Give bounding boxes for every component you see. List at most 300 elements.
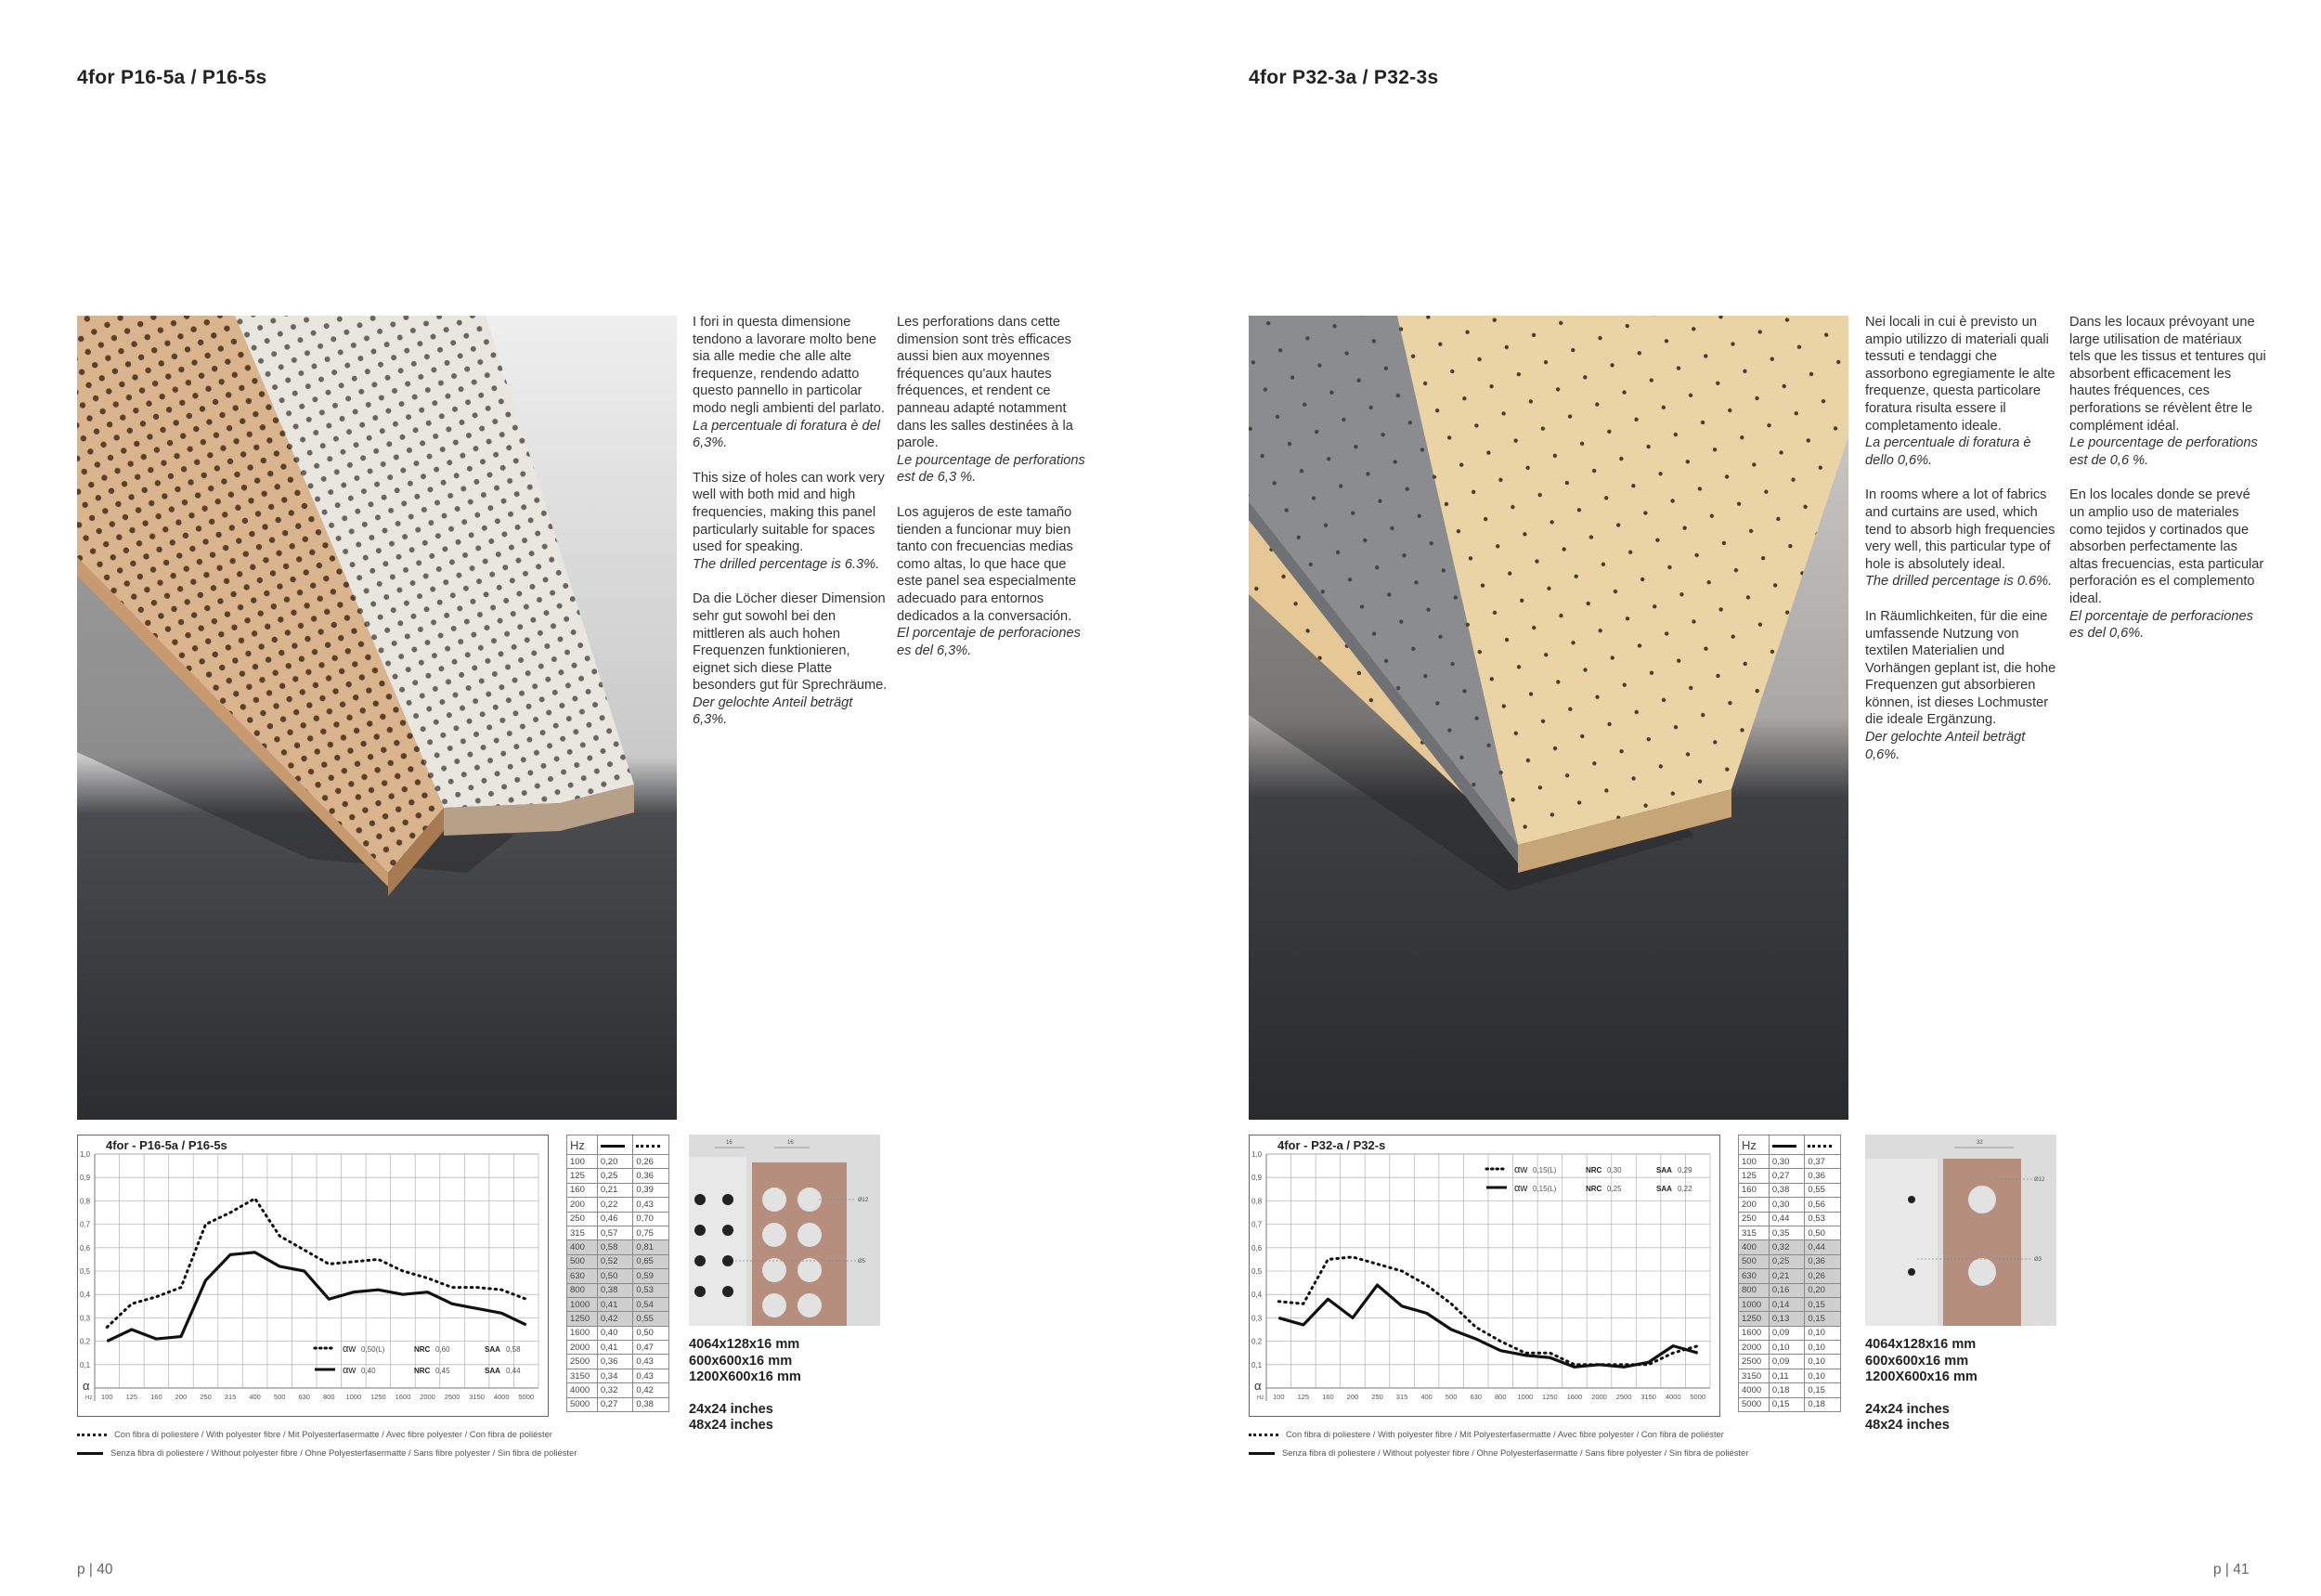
table-cell-with-fibre: 0,15 xyxy=(1805,1297,1841,1311)
y-tick-label: 0,9 xyxy=(1251,1174,1263,1183)
table-cell-frequency: 1250 xyxy=(1739,1312,1770,1326)
table-cell-frequency: 250 xyxy=(1739,1212,1770,1226)
x-tick-label: 630 xyxy=(1470,1393,1482,1401)
table-row xyxy=(1739,1341,1841,1355)
table-cell-frequency: 800 xyxy=(567,1283,598,1297)
table-cell-without-fibre: 0,52 xyxy=(597,1254,633,1268)
dimension-7: 600x600x16 mm xyxy=(1865,1353,1969,1369)
y-tick-label: 0,8 xyxy=(80,1197,91,1206)
dimension-1: 4064x128x16 mm xyxy=(689,1337,800,1352)
paragraph-en-2: In rooms where a lot of fabrics and curtains are used, which tend to absorb high frequencies very well, this particular type of hole is absolutely ideal. xyxy=(1865,487,2055,572)
nrc-value: 0,25 xyxy=(1607,1185,1622,1193)
text-column-left-2 xyxy=(897,314,1094,677)
table-cell-with-fibre: 0,15 xyxy=(1805,1383,1841,1397)
x-axis-label: Hz xyxy=(85,1395,93,1401)
table-cell-with-fibre: 0,81 xyxy=(633,1240,669,1254)
nrc-label: NRC xyxy=(1586,1185,1602,1193)
x-tick-label: 400 xyxy=(1420,1393,1433,1401)
x-tick-label: 3150 xyxy=(1640,1393,1656,1401)
x-tick-label: 800 xyxy=(1495,1393,1507,1401)
pattern-spacing-2: 16 xyxy=(787,1140,794,1146)
y-tick-label: 0,3 xyxy=(80,1314,91,1323)
x-tick-label: 315 xyxy=(224,1393,237,1401)
hole-pattern-left xyxy=(689,1135,880,1326)
dimension-2: 600x600x16 mm xyxy=(689,1353,793,1369)
y-tick-label: 0,7 xyxy=(1251,1220,1263,1229)
dimension-10: 48x24 inches xyxy=(1865,1418,1950,1434)
table-row xyxy=(1739,1369,1841,1382)
x-tick-label: 100 xyxy=(1273,1393,1285,1401)
pattern-diameter-2: Ø5 xyxy=(858,1259,866,1265)
page-number-left: p | 40 xyxy=(77,1562,113,1577)
x-tick-label: 400 xyxy=(249,1393,261,1401)
table-cell-without-fibre: 0,25 xyxy=(597,1169,633,1183)
y-tick-label: 0,5 xyxy=(1251,1267,1263,1276)
x-tick-label: 315 xyxy=(1395,1393,1408,1401)
legend-with-fibre: Con fibra di poliestere / With polyester fibre / Mit Polyesterfasermatte / Avec fibre polyester / Con fibra de poliéster xyxy=(114,1429,552,1439)
table-cell-with-fibre: 0,75 xyxy=(633,1226,669,1239)
table-cell-without-fibre: 0,20 xyxy=(597,1155,633,1169)
table-cell-with-fibre: 0,55 xyxy=(633,1312,669,1326)
x-tick-label: 4000 xyxy=(493,1393,510,1401)
table-cell-without-fibre: 0,42 xyxy=(597,1312,633,1326)
y-tick-label: 0,6 xyxy=(80,1243,91,1252)
table-row xyxy=(567,1326,669,1340)
chart-title: 4for - P16-5a / P16-5s xyxy=(106,1138,227,1152)
table-cell-with-fibre: 0,37 xyxy=(1805,1155,1841,1169)
table-cell-without-fibre: 0,27 xyxy=(597,1397,633,1411)
table-cell-with-fibre: 0,50 xyxy=(633,1326,669,1340)
text-column-right-2 xyxy=(2069,314,2266,660)
table-row xyxy=(1739,1183,1841,1197)
x-tick-label: 800 xyxy=(323,1393,335,1401)
legend-without-fibre-2: Senza fibra di poliestere / Without polyester fibre / Ohne Polyesterfasermatte / Sans fibre polyester / Sin fibra de poliéster xyxy=(1282,1447,1749,1458)
table-cell-with-fibre: 0,42 xyxy=(633,1383,669,1397)
x-tick-label: 250 xyxy=(200,1393,212,1401)
table-cell-with-fibre: 0,20 xyxy=(1805,1283,1841,1297)
table-row xyxy=(1739,1226,1841,1239)
dimension-9: 24x24 inches xyxy=(1865,1401,1950,1417)
y-axis-label: α xyxy=(83,1379,90,1393)
table-cell-frequency: 1250 xyxy=(567,1312,598,1326)
alpha-w-value: 0,15(L) xyxy=(1533,1185,1557,1193)
paragraph-it-note: La percentuale di foratura è del 6,3%. xyxy=(693,418,881,451)
table-row xyxy=(567,1397,669,1411)
table-cell-without-fibre: 0,11 xyxy=(1769,1369,1805,1382)
alpha-w-label: αw xyxy=(1514,1164,1528,1175)
table-cell-with-fibre: 0,56 xyxy=(1805,1198,1841,1212)
y-tick-label: 0,8 xyxy=(1251,1197,1263,1206)
page-title-left: 4for P16-5a / P16-5s xyxy=(77,67,267,88)
table-row xyxy=(1739,1326,1841,1340)
saa-value: 0,58 xyxy=(506,1345,521,1354)
table-cell-without-fibre: 0,27 xyxy=(1769,1169,1805,1183)
saa-value: 0,22 xyxy=(1678,1185,1692,1193)
dimensions-right xyxy=(1865,1337,1977,1434)
x-tick-label: 1250 xyxy=(1542,1393,1558,1401)
table-row xyxy=(1739,1254,1841,1268)
x-tick-label: 250 xyxy=(1371,1393,1383,1401)
saa-label: SAA xyxy=(485,1367,500,1375)
alpha-w-label: αw xyxy=(343,1343,357,1355)
table-cell-frequency: 4000 xyxy=(1739,1383,1770,1397)
y-tick-label: 0,7 xyxy=(80,1220,91,1229)
nrc-label: NRC xyxy=(414,1345,431,1354)
table-cell-with-fibre: 0,26 xyxy=(633,1155,669,1169)
table-cell-frequency: 200 xyxy=(567,1198,598,1212)
table-cell-frequency: 2000 xyxy=(567,1341,598,1355)
table-cell-frequency: 125 xyxy=(1739,1169,1770,1183)
chart-legend-right xyxy=(1249,1425,1748,1462)
table-cell-frequency: 2000 xyxy=(1739,1341,1770,1355)
table-cell-frequency: 1600 xyxy=(1739,1326,1770,1340)
y-tick-label: 0,1 xyxy=(1251,1360,1263,1369)
y-tick-label: 0,2 xyxy=(80,1337,91,1346)
hole-pattern-diagram-left xyxy=(689,1135,880,1326)
solid-line-icon xyxy=(77,1452,103,1455)
table-cell-without-fibre: 0,14 xyxy=(1769,1297,1805,1311)
alpha-w-value: 0,50(L) xyxy=(361,1345,385,1354)
table-row xyxy=(1739,1297,1841,1311)
table-cell-frequency: 500 xyxy=(567,1254,598,1268)
table-cell-with-fibre: 0,36 xyxy=(633,1169,669,1183)
paragraph-es-note: El porcentaje de perforaciones es del 6,3%. xyxy=(897,626,1081,658)
hole-pattern-right xyxy=(1865,1135,2056,1326)
saa-value: 0,44 xyxy=(506,1367,521,1375)
table-row xyxy=(567,1297,669,1311)
table-row xyxy=(1739,1355,1841,1369)
table-cell-without-fibre: 0,25 xyxy=(1769,1254,1805,1268)
chart-legend-left xyxy=(77,1425,577,1462)
table-row xyxy=(1739,1198,1841,1212)
table-cell-without-fibre: 0,32 xyxy=(597,1383,633,1397)
table-cell-with-fibre: 0,70 xyxy=(633,1212,669,1226)
table-cell-without-fibre: 0,58 xyxy=(597,1240,633,1254)
table-row xyxy=(567,1155,669,1169)
perforated-panels-image-2 xyxy=(1249,316,1848,1120)
text-column-right-1 xyxy=(1865,314,2062,781)
paragraph-fr: Les perforations dans cette dimension sont très efficaces aussi bien aux moyennes fréquences qu'aux hautes fréquences, et rendent ce panneau adapté notamment dans les salles destinées à la parole. xyxy=(897,315,1073,451)
x-tick-label: 2500 xyxy=(1615,1393,1632,1401)
nrc-label: NRC xyxy=(414,1367,431,1375)
table-cell-with-fibre: 0,10 xyxy=(1805,1369,1841,1382)
table-row xyxy=(1739,1283,1841,1297)
y-tick-label: 0,4 xyxy=(1251,1291,1263,1300)
paragraph-es: Los agujeros de este tamaño tienden a funcionar muy bien tanto con frecuencias medias como altas, lo que hace que este panel sea especialmente adecuado para entornos dedicados a la conversación. xyxy=(897,504,1077,624)
x-tick-label: 1000 xyxy=(1517,1393,1534,1401)
y-axis-label: α xyxy=(1254,1379,1262,1393)
table-row xyxy=(567,1341,669,1355)
paragraph-es-2: En los locales donde se prevé un amplio uso de materiales como tejidos y cortinados que absorben perfectamente las altas frecuencias, esta particular perforación es el complemento ideal. xyxy=(2069,487,2264,606)
table-cell-without-fibre: 0,44 xyxy=(1769,1212,1805,1226)
table-row xyxy=(567,1269,669,1283)
table-cell-with-fibre: 0,38 xyxy=(633,1397,669,1411)
nrc-label: NRC xyxy=(1586,1166,1602,1174)
table-cell-with-fibre: 0,39 xyxy=(633,1183,669,1197)
table-cell-with-fibre: 0,10 xyxy=(1805,1355,1841,1369)
table-cell-with-fibre: 0,43 xyxy=(633,1369,669,1382)
table-cell-with-fibre: 0,26 xyxy=(1805,1269,1841,1283)
legend-without-fibre: Senza fibra di poliestere / Without polyester fibre / Ohne Polyesterfasermatte / Sans fibre polyester / Sin fibra de poliéster xyxy=(110,1447,577,1458)
x-tick-label: 630 xyxy=(298,1393,310,1401)
x-tick-label: 5000 xyxy=(1690,1393,1706,1401)
table-cell-with-fibre: 0,47 xyxy=(633,1341,669,1355)
table-right-header-hz: Hz xyxy=(1739,1135,1770,1155)
paragraph-de-note: Der gelochte Anteil beträgt 6,3%. xyxy=(693,694,853,728)
paragraph-it-2: Nei locali in cui è previsto un ampio utilizzo di materiali quali tessuti e tendaggi che assorbono egregiamente le alte frequenze, questa particolare foratura risulta essere il completamento ideale. xyxy=(1865,315,2055,434)
table-cell-with-fibre: 0,36 xyxy=(1805,1254,1841,1268)
saa-label: SAA xyxy=(1656,1166,1672,1174)
table-cell-without-fibre: 0,38 xyxy=(1769,1183,1805,1197)
x-tick-label: 1000 xyxy=(345,1393,362,1401)
y-tick-label: 0,4 xyxy=(80,1291,91,1300)
alpha-w-label: αw xyxy=(343,1365,357,1376)
table-cell-with-fibre: 0,36 xyxy=(1805,1169,1841,1183)
saa-label: SAA xyxy=(485,1345,500,1354)
text-column-left-1 xyxy=(693,314,889,746)
table-cell-with-fibre: 0,55 xyxy=(1805,1183,1841,1197)
solid-line-icon xyxy=(597,1135,633,1155)
table-cell-without-fibre: 0,57 xyxy=(597,1226,633,1239)
x-tick-label: 500 xyxy=(1445,1393,1458,1401)
table-cell-frequency: 630 xyxy=(567,1269,598,1283)
dimension-5: 48x24 inches xyxy=(689,1418,773,1434)
table-cell-frequency: 400 xyxy=(1739,1240,1770,1254)
table-row xyxy=(567,1198,669,1212)
x-tick-label: 3150 xyxy=(469,1393,485,1401)
page-title-right: 4for P32-3a / P32-3s xyxy=(1249,67,1439,88)
paragraph-fr-2: Dans les locaux prévoyant une large utilisation de matériaux tels que les tissus et tentures qui absorbent efficacement les hautes fréquences, ces perforations se révèlent être le complément idéal. xyxy=(2069,315,2266,434)
y-tick-label: 0,3 xyxy=(1251,1314,1263,1323)
table-row xyxy=(1739,1155,1841,1169)
dotted-line-icon xyxy=(1805,1135,1841,1155)
x-tick-label: 5000 xyxy=(518,1393,535,1401)
x-tick-label: 160 xyxy=(1322,1393,1334,1401)
table-cell-frequency: 5000 xyxy=(567,1397,598,1411)
paragraph-de-2: In Räumlichkeiten, für die eine umfassende Nutzung von textilen Materialien und Vorhängen geplant ist, die hohe Frequenzen gut absorbieren können, ist dieses Lochmuster die ideale Ergänzung. xyxy=(1865,608,2056,728)
dimension-3: 1200X600x16 mm xyxy=(689,1369,801,1385)
paragraph-es-note-2: El porcentaje de perforaciones es del 0,6%. xyxy=(2069,608,2253,642)
table-cell-without-fibre: 0,38 xyxy=(597,1283,633,1297)
table-row xyxy=(567,1254,669,1268)
table-cell-frequency: 1600 xyxy=(567,1326,598,1340)
dotted-line-icon xyxy=(77,1434,107,1436)
y-tick-label: 0,6 xyxy=(1251,1243,1263,1252)
table-row xyxy=(567,1240,669,1254)
table-cell-without-fibre: 0,15 xyxy=(1769,1397,1805,1411)
paragraph-fr-note-2: Le pourcentage de perforations est de 0,6 %. xyxy=(2069,435,2258,468)
table-cell-without-fibre: 0,41 xyxy=(597,1297,633,1311)
table-cell-without-fibre: 0,22 xyxy=(597,1198,633,1212)
table-cell-frequency: 200 xyxy=(1739,1198,1770,1212)
table-cell-frequency: 3150 xyxy=(567,1369,598,1382)
table-cell-with-fibre: 0,65 xyxy=(633,1254,669,1268)
table-cell-frequency: 250 xyxy=(567,1212,598,1226)
table-cell-frequency: 1000 xyxy=(567,1297,598,1311)
table-row xyxy=(1739,1212,1841,1226)
table-cell-frequency: 5000 xyxy=(1739,1397,1770,1411)
paragraph-fr-note: Le pourcentage de perforations est de 6,3 %. xyxy=(897,452,1085,486)
alpha-w-value: 0,40 xyxy=(361,1367,376,1375)
alpha-w-value: 0,15(L) xyxy=(1533,1166,1557,1174)
table-cell-with-fibre: 0,10 xyxy=(1805,1326,1841,1340)
absorption-chart-left xyxy=(77,1135,549,1417)
table-row xyxy=(567,1355,669,1369)
table-cell-without-fibre: 0,21 xyxy=(597,1183,633,1197)
pattern-spacing-1: 16 xyxy=(726,1140,733,1146)
table-cell-frequency: 4000 xyxy=(567,1383,598,1397)
y-tick-label: 1,0 xyxy=(1251,1150,1263,1159)
chart-svg-left xyxy=(78,1135,548,1416)
nrc-value: 0,45 xyxy=(435,1367,450,1375)
paragraph-de-note-2: Der gelochte Anteil beträgt 0,6%. xyxy=(1865,730,2026,762)
table-cell-with-fibre: 0,54 xyxy=(633,1297,669,1311)
nrc-value: 0,60 xyxy=(435,1345,450,1354)
table-row xyxy=(567,1169,669,1183)
y-tick-label: 0,5 xyxy=(80,1267,91,1276)
legend-with-fibre-2: Con fibra di poliestere / With polyester fibre / Mit Polyesterfasermatte / Avec fibre polyester / Con fibra de poliéster xyxy=(1286,1429,1724,1439)
dimension-6: 4064x128x16 mm xyxy=(1865,1337,1977,1352)
table-row xyxy=(1739,1169,1841,1183)
y-tick-label: 1,0 xyxy=(80,1150,91,1159)
page-number-right: p | 41 xyxy=(2213,1562,2250,1577)
x-tick-label: 100 xyxy=(101,1393,113,1401)
alpha-w-label: αw xyxy=(1514,1183,1528,1194)
paragraph-en-note-2: The drilled percentage is 0.6%. xyxy=(1865,574,2053,590)
table-cell-with-fibre: 0,59 xyxy=(633,1269,669,1283)
table-cell-without-fibre: 0,09 xyxy=(1769,1326,1805,1340)
table-cell-frequency: 1000 xyxy=(1739,1297,1770,1311)
table-cell-frequency: 500 xyxy=(1739,1254,1770,1268)
table-cell-without-fibre: 0,13 xyxy=(1769,1312,1805,1326)
solid-line-icon xyxy=(1769,1135,1805,1155)
table-row xyxy=(567,1212,669,1226)
table-row xyxy=(567,1369,669,1382)
table-cell-with-fibre: 0,18 xyxy=(1805,1397,1841,1411)
table-cell-without-fibre: 0,34 xyxy=(597,1369,633,1382)
table-cell-frequency: 3150 xyxy=(1739,1369,1770,1382)
solid-line-icon xyxy=(1249,1452,1275,1455)
paragraph-it: I fori in questa dimensione tendono a lavorare molto bene sia alle medie che alle alte frequenze, rendendo adatto questo pannello in particolar modo negli ambienti del parlato. xyxy=(693,315,885,416)
table-cell-frequency: 315 xyxy=(1739,1226,1770,1239)
paragraph-en-note: The drilled percentage is 6.3%. xyxy=(693,556,880,572)
table-row xyxy=(567,1226,669,1239)
product-photo-left xyxy=(77,316,677,1120)
table-cell-frequency: 800 xyxy=(1739,1283,1770,1297)
x-axis-label: Hz xyxy=(1257,1395,1264,1401)
table-cell-without-fibre: 0,10 xyxy=(1769,1341,1805,1355)
paragraph-it-note-2: La percentuale di foratura è dello 0,6%. xyxy=(1865,435,2031,468)
table-cell-frequency: 100 xyxy=(567,1155,598,1169)
table-cell-without-fibre: 0,16 xyxy=(1769,1283,1805,1297)
product-photo-right xyxy=(1249,316,1848,1120)
absorption-table-right xyxy=(1738,1135,1841,1412)
x-tick-label: 125 xyxy=(125,1393,138,1401)
table-row xyxy=(567,1183,669,1197)
paragraph-de: Da die Löcher dieser Dimension sehr gut sowohl bei den mittleren als auch hohen Frequenzen funktionieren, eignet sich diese Platte besonders gut für Sprechräume. xyxy=(693,591,888,694)
saa-label: SAA xyxy=(1656,1185,1672,1193)
pattern-diameter-1: Ø12 xyxy=(858,1198,869,1203)
table-row xyxy=(567,1383,669,1397)
table-cell-frequency: 315 xyxy=(567,1226,598,1239)
x-tick-label: 200 xyxy=(175,1393,188,1401)
table-cell-without-fibre: 0,41 xyxy=(597,1341,633,1355)
table-row xyxy=(1739,1240,1841,1254)
x-tick-label: 1600 xyxy=(1566,1393,1583,1401)
table-cell-frequency: 2500 xyxy=(1739,1355,1770,1369)
table-cell-with-fibre: 0,44 xyxy=(1805,1240,1841,1254)
x-tick-label: 1250 xyxy=(370,1393,386,1401)
y-tick-label: 0,9 xyxy=(80,1174,91,1183)
perforated-panels-image xyxy=(77,316,677,1120)
table-cell-without-fibre: 0,32 xyxy=(1769,1240,1805,1254)
y-tick-label: 0,2 xyxy=(1251,1337,1263,1346)
dotted-line-icon xyxy=(633,1135,669,1155)
x-tick-label: 160 xyxy=(150,1393,162,1401)
pattern-spacing-3: 32 xyxy=(1977,1140,1983,1146)
nrc-value: 0,30 xyxy=(1607,1166,1622,1174)
table-cell-frequency: 630 xyxy=(1739,1269,1770,1283)
table-cell-frequency: 100 xyxy=(1739,1155,1770,1169)
table-row xyxy=(1739,1269,1841,1283)
y-tick-label: 0,1 xyxy=(80,1360,91,1369)
paragraph-en: This size of holes can work very well with both mid and high frequencies, making this panel particularly suitable for spaces used for speaking. xyxy=(693,470,885,555)
table-cell-without-fibre: 0,35 xyxy=(1769,1226,1805,1239)
absorption-chart-right xyxy=(1249,1135,1720,1417)
table-cell-without-fibre: 0,09 xyxy=(1769,1355,1805,1369)
table-row xyxy=(567,1283,669,1297)
hole-pattern-diagram-right xyxy=(1865,1135,2056,1326)
saa-value: 0,29 xyxy=(1678,1166,1692,1174)
table-cell-with-fibre: 0,53 xyxy=(633,1283,669,1297)
absorption-table-left xyxy=(566,1135,669,1412)
chart-title: 4for - P32-a / P32-s xyxy=(1277,1138,1386,1152)
chart-svg-right xyxy=(1250,1135,1719,1416)
x-tick-label: 1600 xyxy=(395,1393,411,1401)
x-tick-label: 125 xyxy=(1297,1393,1310,1401)
table-cell-without-fibre: 0,18 xyxy=(1769,1383,1805,1397)
x-tick-label: 4000 xyxy=(1665,1393,1681,1401)
table-cell-without-fibre: 0,30 xyxy=(1769,1155,1805,1169)
x-tick-label: 500 xyxy=(273,1393,286,1401)
x-tick-label: 2500 xyxy=(444,1393,460,1401)
table-cell-frequency: 125 xyxy=(567,1169,598,1183)
dotted-line-icon xyxy=(1249,1434,1278,1436)
table-cell-with-fibre: 0,50 xyxy=(1805,1226,1841,1239)
table-row xyxy=(567,1312,669,1326)
x-tick-label: 2000 xyxy=(1591,1393,1607,1401)
dimensions-left xyxy=(689,1337,801,1434)
dimension-8: 1200X600x16 mm xyxy=(1865,1369,1977,1385)
table-cell-without-fibre: 0,30 xyxy=(1769,1198,1805,1212)
table-cell-with-fibre: 0,15 xyxy=(1805,1312,1841,1326)
table-row xyxy=(1739,1383,1841,1397)
table-cell-with-fibre: 0,43 xyxy=(633,1198,669,1212)
table-cell-without-fibre: 0,21 xyxy=(1769,1269,1805,1283)
table-cell-frequency: 160 xyxy=(1739,1183,1770,1197)
x-tick-label: 2000 xyxy=(420,1393,435,1401)
x-tick-label: 200 xyxy=(1346,1393,1359,1401)
table-row xyxy=(1739,1397,1841,1411)
table-row xyxy=(1739,1312,1841,1326)
table-cell-frequency: 2500 xyxy=(567,1355,598,1369)
table-cell-without-fibre: 0,46 xyxy=(597,1212,633,1226)
table-cell-without-fibre: 0,36 xyxy=(597,1355,633,1369)
table-cell-with-fibre: 0,10 xyxy=(1805,1341,1841,1355)
pattern-diameter-3: Ø12 xyxy=(2034,1177,2045,1183)
dimension-4: 24x24 inches xyxy=(689,1401,773,1417)
table-cell-without-fibre: 0,40 xyxy=(597,1326,633,1340)
